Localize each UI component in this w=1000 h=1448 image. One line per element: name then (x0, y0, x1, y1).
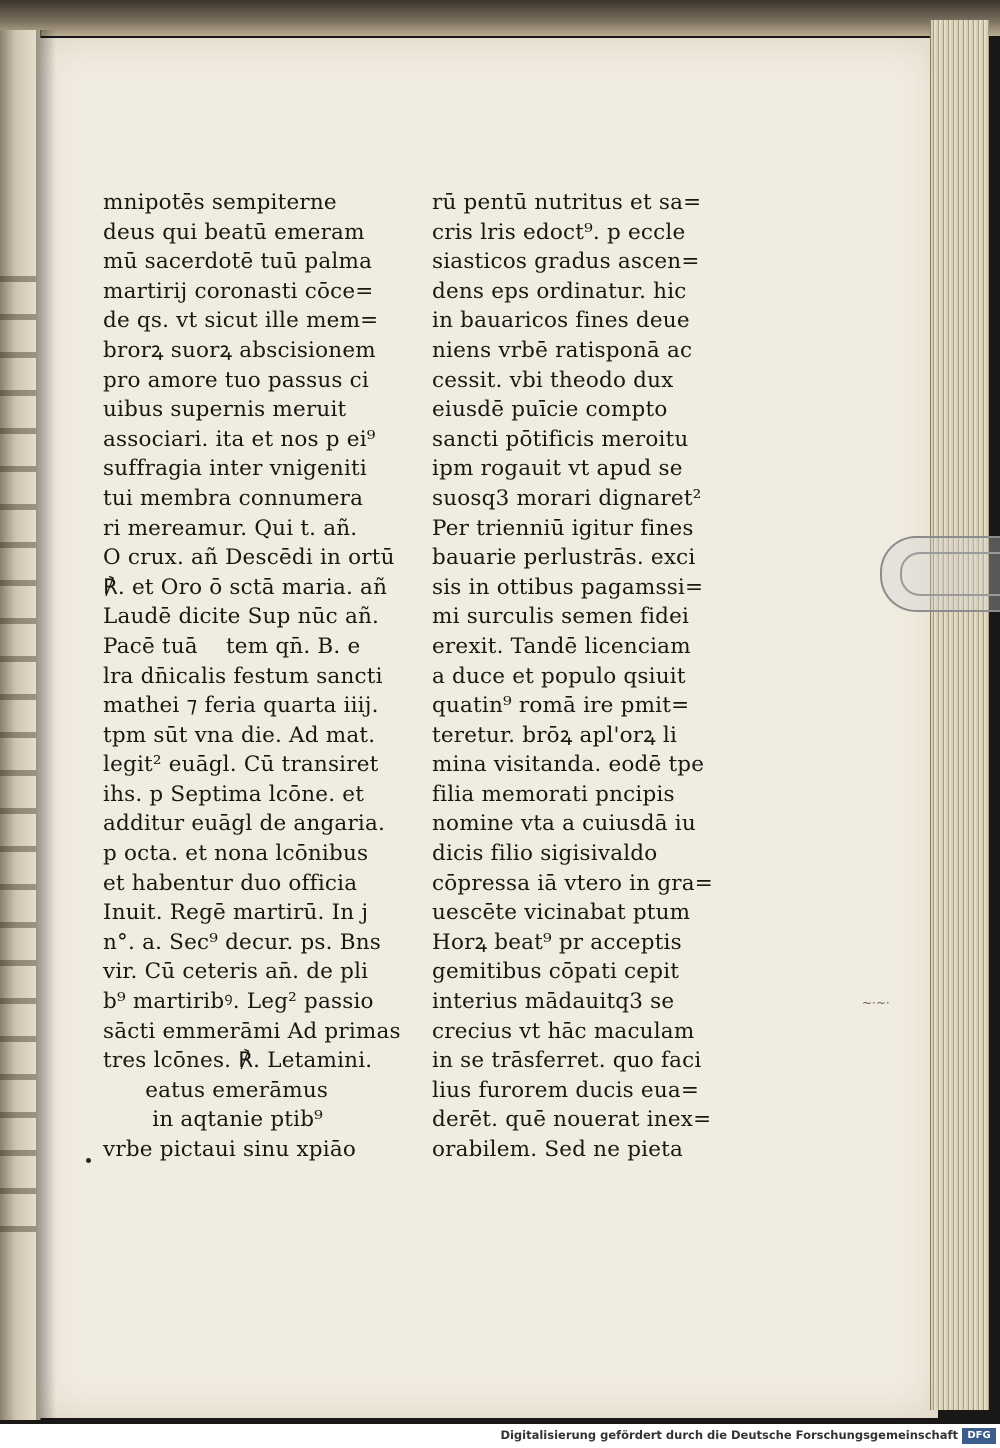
right-column-line: bauarie perlustrās. exci (432, 545, 696, 571)
left-column-line: Laudē dicite Sup nūc añ. (103, 604, 380, 630)
right-column-line: cris lris edoct⁹. p eccle (432, 219, 686, 245)
page-clip-inner (900, 552, 1000, 596)
page-stack-edge (930, 20, 989, 1410)
digitization-footer (0, 1424, 1000, 1448)
left-column-line: Pacē tuā tem qn̄. B. e (103, 633, 361, 659)
spine-shadow (36, 30, 56, 1420)
book-top-edge (0, 0, 1000, 36)
left-column-line: legit² euāgl. Cū transiret (103, 752, 379, 778)
right-column-line: dens eps ordinatur. hic (432, 278, 687, 304)
left-column-line: martirij coronasti cōce= (103, 278, 374, 304)
left-column-line: mathei ⁊ feria quarta iiij. (103, 693, 379, 719)
right-column-line: in bauaricos fines deue (432, 308, 690, 334)
right-column-line: sis in ottibus pagamssi= (432, 574, 704, 600)
footer-credit: Digitalisierung gefördert durch die Deutsche Forschungsgemeinschaft (500, 1428, 958, 1442)
left-column-line: uibus supernis meruit (103, 397, 347, 423)
left-column-line: vir. Cū ceteris an̄. de pli (103, 959, 369, 985)
right-column-line: orabilem. Sed ne pieta (432, 1137, 684, 1162)
right-column-line: suosq3 morari dignaret² (432, 485, 702, 511)
left-column-line: O crux. añ Descēdi in ortū (103, 545, 395, 571)
facing-page-text-fragment (0, 250, 36, 1250)
left-column-line: ℟. et Oro ō sctā maria. añ (103, 574, 388, 600)
left-column-line: b⁹ martiribꝰ. Leg² passio (103, 989, 374, 1015)
left-column-line: pro amore tuo passus ci (103, 367, 369, 393)
right-column-line: mi surculis semen fidei (432, 604, 690, 630)
right-column-line: niens vrbē ratisponā ac (432, 337, 693, 363)
right-column-line: dicis filio sigisivaldo (432, 841, 658, 867)
right-column-line: derēt. quē nouerat inex= (432, 1107, 712, 1133)
left-column-line: n°. a. Sec⁹ decur. ps. Bns (103, 929, 382, 955)
dfg-logo-icon: DFG (962, 1428, 996, 1444)
left-column-line: de qs. vt sicut ille mem= (103, 308, 379, 334)
left-column-line: in aqtanie ptib⁹ (103, 1107, 323, 1133)
left-column-line: additur euāgl de angaria. (103, 811, 386, 837)
left-column-line: deus qui beatū emeram (103, 219, 365, 245)
right-column-line: mina visitanda. eodē tpe (432, 752, 705, 778)
right-column-line: nomine vta a cuiusdā iu (432, 811, 696, 837)
right-column-line: rū pentū nutritus et sa= (432, 190, 702, 215)
left-column-line: Inuit. Regē martirū. In j (103, 900, 369, 926)
text-column-right (432, 188, 712, 1165)
margin-mark: ~·~· (862, 996, 890, 1010)
right-column-line: Horꝝ beat⁹ pr acceptis (432, 929, 682, 955)
left-column-line: associari. ita et nos p ei⁹ (103, 426, 376, 452)
right-column-line: filia memorati pncipis (432, 781, 675, 807)
left-column-line: ihs. p Septima lcōne. et (103, 781, 365, 807)
left-column-line: eatus emerāmus (103, 1077, 329, 1103)
right-column-line: sancti pōtificis meroitu (432, 426, 689, 452)
right-column-line: quatin⁹ romā ire pmit= (432, 693, 690, 719)
left-column-line: et habentur duo officia (103, 870, 358, 896)
right-column-line: interius mādauitq3 se (432, 989, 675, 1015)
left-column-line: vrbe pictaui sinu xpiāo (103, 1137, 357, 1162)
left-column-line: mū sacerdotē tuū palma (103, 249, 373, 275)
right-column-line: cōpressa iā vtero in gra= (432, 870, 713, 896)
right-column-line: teretur. brōꝝ apl'orꝝ li (432, 722, 678, 748)
left-column-line: tpm sūt vna die. Ad mat. (103, 722, 376, 748)
right-column-line: ipm rogauit vt apud se (432, 456, 683, 482)
right-column-line: in se trāsferret. quo faci (432, 1048, 702, 1074)
ink-dot (86, 1158, 91, 1163)
right-column-line: erexit. Tandē licenciam (432, 633, 691, 659)
right-column-line: siasticos gradus ascen= (432, 249, 700, 275)
left-column-line: brorꝝ suorꝝ abscisionem (103, 337, 376, 363)
left-column-line: lra dn̄icalis festum sancti (103, 663, 383, 689)
left-column-line: p octa. et nona lcōnibus (103, 841, 369, 867)
right-column-line: uescēte vicinabat ptum (432, 900, 691, 926)
left-column-line: tui membra connumera (103, 485, 364, 511)
right-column-line: crecius vt hāc maculam (432, 1018, 695, 1044)
right-column-line: Per trienniū igitur fines (432, 515, 694, 541)
right-column-line: gemitibus cōpati cepit (432, 959, 680, 985)
right-column-line: lius furorem ducis eua= (432, 1077, 700, 1103)
left-column-line: mnipotēs sempiterne (103, 190, 337, 215)
left-column-line: tres lcōnes. ℟. Letamini. (103, 1048, 373, 1074)
right-column-line: cessit. vbi theodo dux (432, 367, 674, 393)
right-column-line: a duce et populo qsiuit (432, 663, 686, 689)
text-column-left (103, 188, 403, 1165)
left-column-line: ri mereamur. Qui t. añ. (103, 515, 358, 541)
left-column-line: sācti emmerāmi Ad primas (103, 1018, 401, 1044)
right-column-line: eiusdē puīcie compto (432, 397, 668, 423)
left-column-line: suffragia inter vnigeniti (103, 456, 367, 482)
